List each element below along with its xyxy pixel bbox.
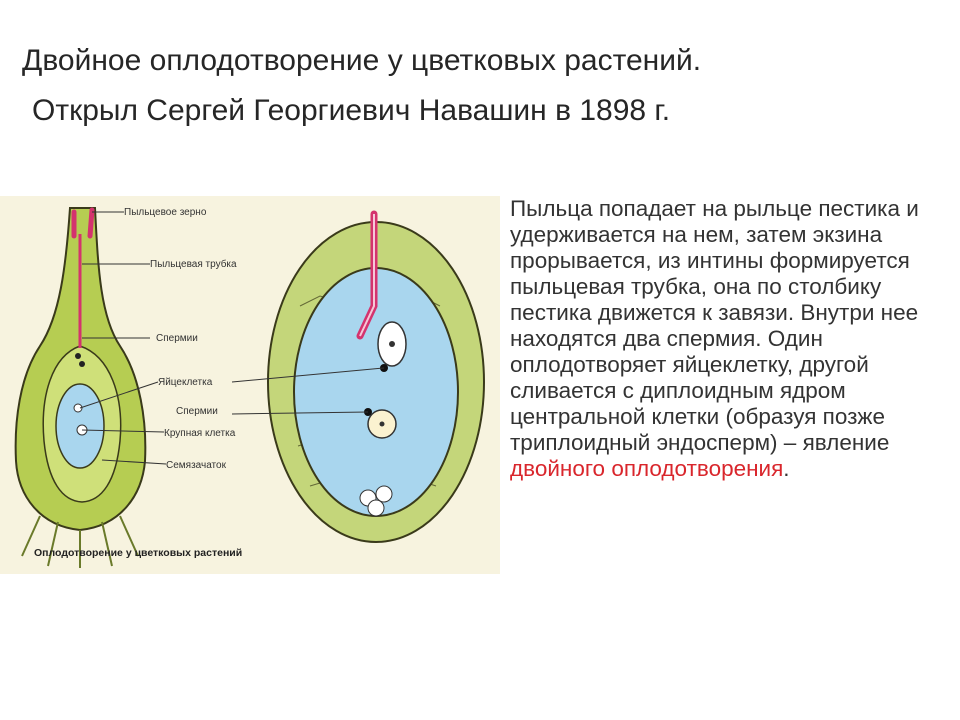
label-ovule: Семязачаток (166, 460, 226, 471)
label-pollen-tube: Пыльцевая трубка (150, 259, 237, 270)
fertilization-figure (0, 196, 500, 574)
label-pollen-grain: Пыльцевое зерно (124, 207, 207, 218)
label-egg-cell: Яйцеклетка (158, 377, 213, 388)
slide-subtitle: Открыл Сергей Георгиевич Навашин в 1898 г. (32, 94, 671, 127)
description-main: Пыльца попадает на рыльце пестика и удерживается на нем, затем экзина прорывается, из интины формируется пыльцевая трубка, она по столбику пестика движется к завязи. Внутри нее находятся два спермия. Один оплодотворяет яйцеклетку, другой сливается с диплоидным ядром центральной клетки (образуя позже триплоидный эндосперм) – явление (510, 196, 919, 455)
fertilization-diagram (0, 196, 500, 574)
figure-caption: Оплодотворение у цветковых растений (34, 547, 243, 559)
slide-title: Двойное оплодотворение у цветковых растений. (22, 44, 702, 77)
description-highlight: двойного оплодотворения (510, 456, 784, 481)
label-sperm-1: Спермии (156, 333, 198, 344)
label-large-cell: Крупная клетка (164, 428, 236, 439)
description-text (510, 196, 950, 482)
label-sperm-2: Спермии (176, 406, 218, 417)
description-end: . (783, 456, 790, 481)
